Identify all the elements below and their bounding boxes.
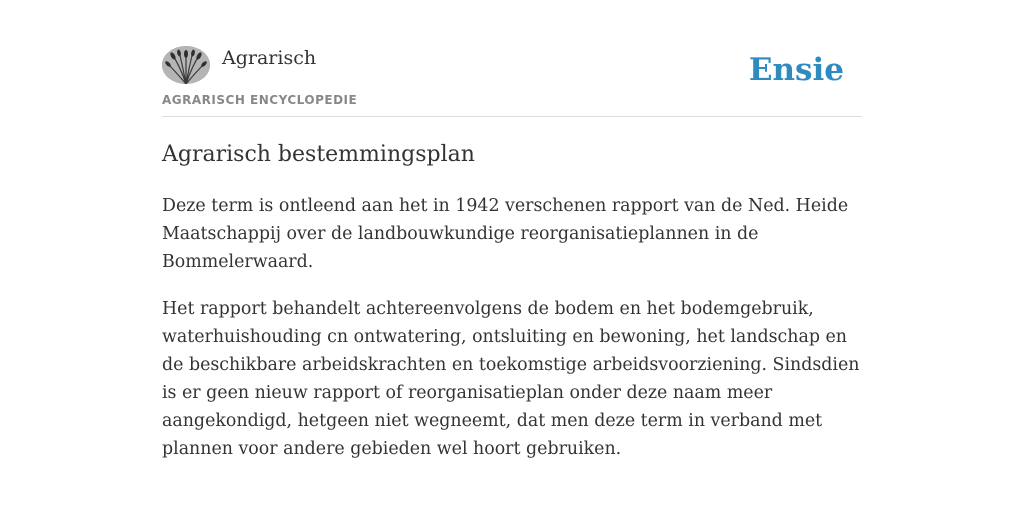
brand-logo[interactable]: Ensie	[748, 52, 844, 88]
article-body	[162, 192, 862, 482]
source-subtitle[interactable]: AGRARISCH ENCYCLOPEDIE	[162, 93, 358, 107]
paragraph: Deze term is ontleend aan het in 1942 verschenen rapport van de Ned. Heide Maatschappij over de landbouwkundige reorganisatieplannen in de Bommelerwaard.	[162, 196, 849, 272]
header	[162, 46, 862, 117]
paragraph: Het rapport behandelt achtereenvolgens de bodem en het bodemgebruik, waterhuishouding cn ontwatering, ontsluiting en bewoning, het landschap en de beschikbare arbeidskrachten en toekomstige arbeidsvoorziening. Sindsdien is er geen nieuw rapport of reorganisatieplan onder deze naam meer aangekondigd, hetgeen niet wegneemt, dat men deze term in verband met plannen voor andere gebieden wel hoort gebruiken.	[162, 299, 860, 459]
wheat-icon[interactable]	[162, 46, 210, 84]
source-name[interactable]: Agrarisch	[222, 47, 317, 69]
page-title: Agrarisch bestemmingsplan	[162, 142, 475, 167]
